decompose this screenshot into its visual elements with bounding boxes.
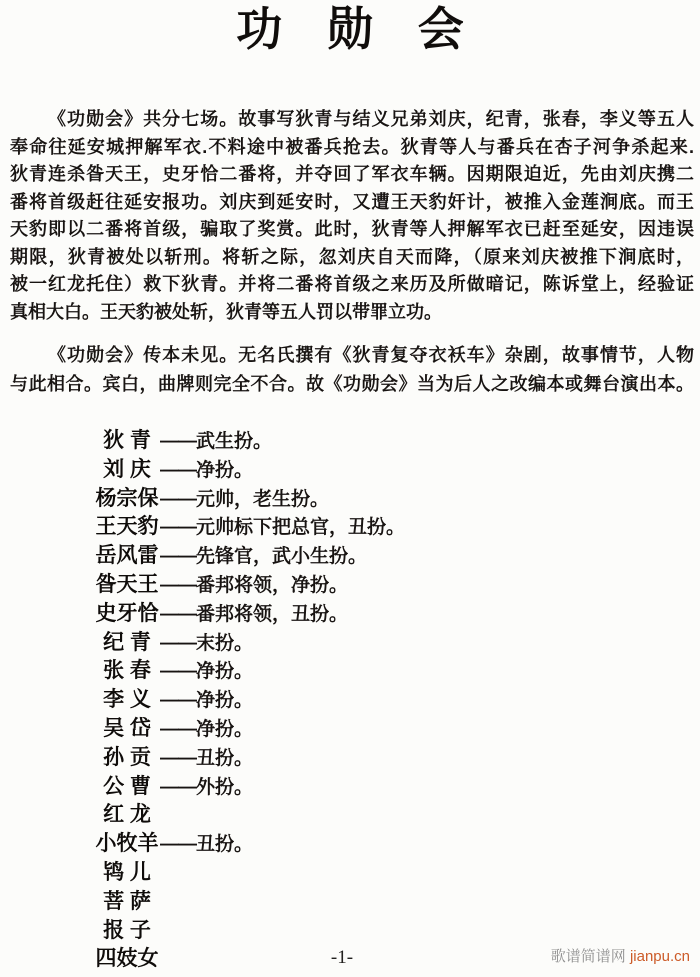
cast-name: 红 龙 (103, 803, 151, 827)
cast-name: 昝天王 (95, 572, 159, 596)
cast-dash: —— (160, 747, 196, 769)
cast-dash: —— (160, 459, 196, 481)
cast-role: 武生扮。 (196, 431, 273, 452)
synopsis-paragraph-1 (10, 106, 694, 326)
watermark (551, 945, 690, 966)
cast-name: 纪 青 (103, 630, 151, 654)
cast-role: 净扮。 (196, 690, 254, 712)
synopsis-line: 奉命往延安城押解军衣.不料途中被番兵抢去。狄青等人与番兵在杏子河争杀起来. (10, 136, 694, 157)
cast-dash: —— (160, 603, 196, 625)
synopsis-line: 番将首级赶往延安报功。刘庆到延安时，又遭王天豹奸计，被推入金莲涧底。而王 (10, 191, 694, 212)
cast-role: 外扮。 (196, 776, 254, 798)
cast-name: 史牙恰 (95, 601, 159, 625)
cast-row (94, 888, 654, 917)
cast-role: 元帅标下把总官，丑扮。 (196, 517, 406, 539)
cast-role: 先锋官，武小生扮。 (196, 546, 368, 568)
cast-name: 报 子 (103, 918, 151, 942)
cast-name: 四妓女 (95, 947, 159, 971)
synopsis-line: 期限，狄青被处以斩刑。将斩之际，忽刘庆自天而降，（原来刘庆被推下涧底时， (10, 246, 694, 267)
page-title: 功 勋 会 (236, 3, 480, 55)
cast-name: 小牧羊 (95, 832, 159, 856)
watermark-site-url: jianpu.cn (629, 948, 690, 965)
cast-row (94, 686, 654, 715)
cast-row (94, 657, 654, 686)
cast-dash: —— (160, 517, 196, 539)
cast-dash: —— (160, 718, 196, 740)
cast-dash: —— (160, 431, 196, 452)
page-number: -1- (330, 947, 354, 968)
cast-row (94, 542, 654, 571)
cast-dash: —— (160, 488, 196, 510)
cast-name: 鸨 儿 (103, 860, 151, 884)
cast-row (94, 715, 654, 744)
cast-name: 吴 岱 (103, 716, 151, 740)
cast-role: 丑扮。 (196, 834, 254, 856)
cast-role: 末扮。 (196, 632, 254, 654)
cast-role: 净扮。 (196, 459, 254, 481)
cast-name: 公 曹 (103, 774, 151, 798)
cast-row (94, 427, 654, 456)
cast-dash: —— (160, 690, 196, 712)
cast-row (94, 744, 654, 773)
cast-row (94, 456, 654, 485)
cast-row (94, 600, 654, 629)
cast-row (94, 773, 654, 802)
synopsis-line: 真相大白。王天豹被处斩，狄青等五人罚以带罪立功。 (10, 301, 442, 322)
cast-role: 丑扮。 (196, 747, 254, 769)
cast-name: 李 义 (103, 688, 151, 712)
cast-name: 狄 青 (103, 429, 151, 452)
cast-name: 杨宗保 (95, 486, 159, 510)
cast-dash: —— (160, 776, 196, 798)
cast-dash: —— (160, 661, 196, 683)
cast-row (94, 801, 654, 830)
cast-row (94, 859, 654, 888)
cast-role: 番邦将领，净扮。 (196, 574, 349, 596)
synopsis-line: 狄青连杀昝天王，史牙恰二番将，并夺回了军衣车辆。因期限迫近，先由刘庆携二 (10, 164, 694, 184)
cast-dash: —— (160, 574, 196, 596)
synopsis-paragraph-2 (10, 341, 694, 399)
cast-row (94, 485, 654, 514)
cast-dash: —— (160, 632, 196, 654)
synopsis-line: 与此相合。宾白，曲牌则完全不合。故《功勋会》当为后人之改编本或舞台演出本。 (10, 374, 694, 394)
cast-role: 净扮。 (196, 718, 254, 740)
cast-row (94, 830, 654, 859)
cast-row (94, 629, 654, 658)
cast-name: 岳风雷 (95, 544, 159, 568)
watermark-site-name: 歌谱简谱网 (550, 948, 626, 965)
cast-name: 孙 贡 (103, 745, 151, 769)
cast-role: 番邦将领，丑扮。 (196, 603, 349, 625)
cast-name: 王天豹 (95, 515, 159, 539)
cast-name: 菩 萨 (103, 889, 151, 913)
cast-row (94, 917, 654, 946)
synopsis-line: 天豹即以二番将首级，骗取了奖赏。此时，狄青等人押解军衣已赶至延安，因违误 (10, 219, 694, 239)
cast-name: 张 春 (103, 659, 151, 683)
synopsis-line: 《功勋会》传本未见。无名氏撰有《狄青复夺衣袄车》杂剧，故事情节，人物 (48, 345, 694, 365)
synopsis-line: 《功勋会》共分七场。故事写狄青与结义兄弟刘庆，纪青，张春，李义等五人 (48, 109, 694, 129)
cast-role: 元帅，老生扮。 (196, 488, 330, 510)
cast-row (94, 571, 654, 600)
cast-name: 刘 庆 (103, 457, 151, 481)
cast-list (94, 427, 654, 974)
cast-dash: —— (160, 834, 196, 856)
cast-dash: —— (160, 546, 196, 568)
cast-role: 净扮。 (196, 661, 254, 683)
cast-row (94, 513, 654, 542)
synopsis-line: 被一红龙托住）救下狄青。并将二番将首级之来历及所做暗记，陈诉堂上，经验证 (10, 274, 694, 294)
